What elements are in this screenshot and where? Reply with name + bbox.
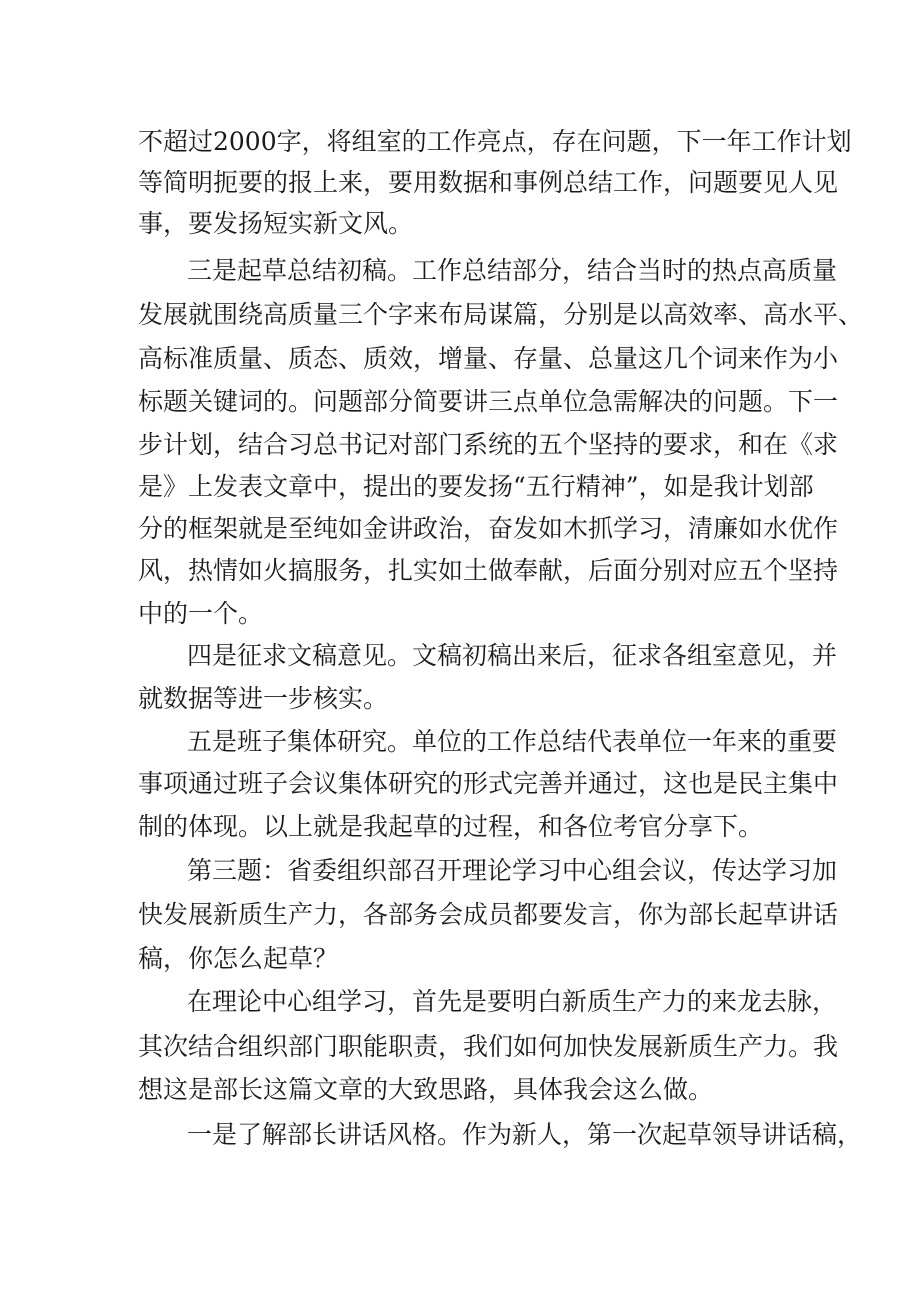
text-line: 高标准质量、质态、质效，增量、存量、总量这几个词来作为小 (138, 344, 839, 373)
text-line: 三是起草总结初稿。工作总结部分，结合当时的热点高质量 (187, 256, 838, 285)
text-line: 分的框架就是至纯如金讲政治，奋发如木抓学习，清廉如水优作 (138, 514, 839, 543)
text-line: 事项通过班子会议集体研究的形式完善并通过，这也是民主集中 (138, 769, 839, 798)
text-line: 四是征求文稿意见。文稿初稿出来后，征求各组室意见，并 (187, 641, 838, 670)
text-line: 步计划，结合习总书记对部门系统的五个坚持的要求，和在《求 (138, 430, 839, 459)
text-line: 一是了解部长讲话风格。作为新人，第一次起草领导讲话稿， (187, 1120, 863, 1149)
text-line: 稿，你怎么起草？ (138, 944, 339, 973)
text-line: 中的一个。 (138, 599, 264, 628)
text-line: 就数据等进一步核实。 (138, 684, 389, 713)
text-line: 其次结合组织部门职能职责，我们如何加快发展新质生产力。我 (138, 1032, 839, 1061)
text-line: 五是班子集体研究。单位的工作总结代表单位一年来的重要 (187, 727, 838, 756)
text-line: 标题关键词的。问题部分简要讲三点单位急需解决的问题。下一 (138, 387, 839, 416)
text-line: 等简明扼要的报上来，要用数据和事例总结工作，问题要见人见 (138, 168, 839, 197)
text-line: 是》上发表文章中，提出的要发扬“五行精神”，如是我计划部 (138, 472, 814, 501)
text-line: 快发展新质生产力，各部务会成员都要发言，你为部长起草讲话 (138, 900, 839, 929)
text-line: 风，热情如火搞服务，扎实如土做奉献，后面分别对应五个坚持 (138, 556, 839, 585)
text-line: 发展就围绕高质量三个字来布局谋篇，分别是以高效率、高水平、 (138, 300, 864, 329)
text-line: 在理论中心组学习，首先是要明白新质生产力的来龙去脉， (187, 987, 838, 1016)
text-line: 不超过2000字，将组室的工作亮点，存在问题，下一年工作计划 (138, 127, 852, 156)
text-line: 制的体现。以上就是我起草的过程，和各位考官分享下。 (138, 812, 764, 841)
text-line: 第三题：省委组织部召开理论学习中心组会议，传达学习加 (187, 856, 838, 885)
text-line: 事，要发扬短实新文风。 (138, 209, 414, 238)
text-line: 想这是部长这篇文章的大致思路，具体我会这么做。 (138, 1075, 714, 1104)
